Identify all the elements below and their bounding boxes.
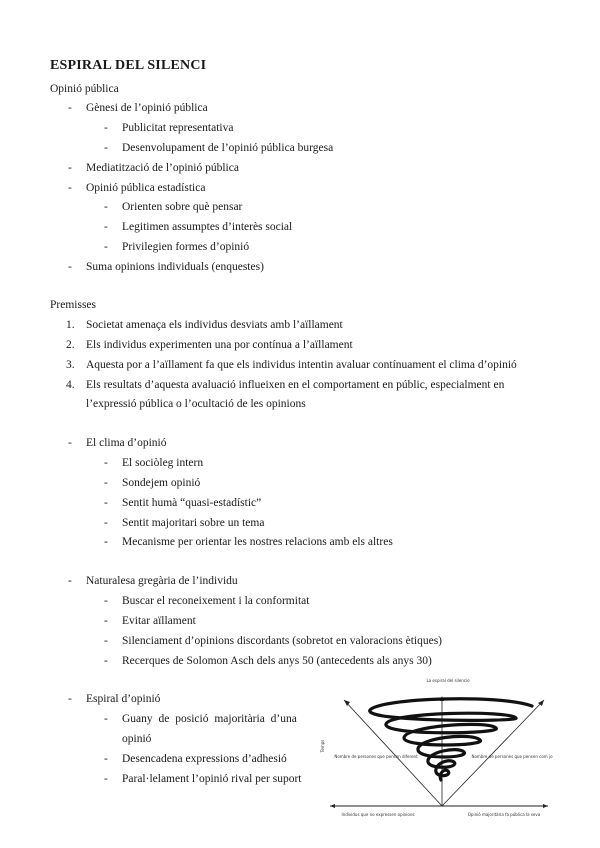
diagram-axis-label: Temps [320,739,325,753]
list-item: - Gènesi de l’opinió pública [68,102,208,114]
dash-bullet: - [104,201,108,213]
spiral-curve [370,699,532,780]
numbered-item: 1. Societat amenaça els individus desviats amb l’aïllament [66,319,343,331]
list-item: - Recerques de Solomon Asch dels anys 50 (antecedents als anys 30) [104,655,432,667]
dash-bullet: - [104,655,108,667]
list-item: - Guany de posició majoritària d’una [104,713,297,725]
list-item: - Mediatització de l’opinió pública [68,162,239,174]
dash-bullet: - [68,575,72,587]
list-item: - Sondejem opinió [104,477,201,489]
dash-bullet: - [104,713,108,725]
section-heading-premisses: Premisses [50,299,96,311]
numbered-item-continuation: l’expressió pública o l’ocultació de les opinions [86,398,306,410]
list-item: - Paral·lelament l’opinió rival per suport [104,773,302,785]
list-item: - Sentit majoritari sobre un tema [104,517,265,529]
list-item: - Suma opinions individuals (enquestes) [68,261,264,273]
list-item: - Evitar aïllament [104,615,196,627]
dash-bullet: - [104,477,108,489]
dash-bullet: - [68,162,72,174]
list-item: - Espiral d’opinió [68,693,161,705]
diagram-bottom-left-label: Individus que no expressen opinions [341,812,415,817]
list-item: - El sociòleg intern [104,457,204,469]
list-item: - Sentit humà “quasi-estadístic” [104,497,262,509]
diagram-title: La espiral del silencio [426,678,470,683]
arrow-head-baseline-left [330,804,335,808]
list-item: - Silenciament d’opinions discordants (sobretot en valoracions ètiques) [104,635,443,647]
dash-bullet: - [68,182,72,194]
list-item: - Orienten sobre què pensar [104,201,243,213]
dash-bullet: - [104,142,108,154]
dash-bullet: - [68,693,72,705]
dash-bullet: - [104,122,108,134]
list-item: - Opinió pública estadística [68,182,206,194]
list-item: - Mecanisme per orientar les nostres relacions amb els altres [104,536,393,548]
dash-bullet: - [104,241,108,253]
diagram-left-label: Nombre de persones que pensen diferent [334,754,418,759]
dash-bullet: - [104,517,108,529]
dash-bullet: - [104,615,108,627]
list-item: - Buscar el reconeixement i la conformitat [104,595,310,607]
dash-bullet: - [104,753,108,765]
list-item: - Publicitat representativa [104,122,234,134]
dash-bullet: - [104,221,108,233]
dash-bullet: - [104,497,108,509]
list-item-continuation: opinió [122,733,152,745]
list-item: - El clima d’opinió [68,437,167,449]
dash-bullet: - [104,457,108,469]
diagram-right-label: Nombre de persones que pensen com jo [471,754,553,759]
dash-bullet: - [104,635,108,647]
list-item: - Desencadena expressions d’adhesió [104,753,287,765]
diagram-right-diagonal [442,700,544,806]
list-item: - Desenvolupament de l’opinió pública burgesa [104,142,334,154]
dash-bullet: - [104,536,108,548]
list-item: - Legitimen assumptes d’interès social [104,221,293,233]
dash-bullet: - [68,102,72,114]
list-item: - Naturalesa gregària de l’individu [68,575,238,587]
arrow-head-baseline-right [543,804,548,808]
numbered-item: 4. Els resultats d’aquesta avaluació influeixen en el comportament en públic, especialment en [66,379,505,391]
list-item: - Privilegien formes d’opinió [104,241,250,253]
diagram-bottom-right-label: Opinió majoritària fa pública la seva [467,812,541,817]
dash-bullet: - [104,595,108,607]
numbered-item: 2. Els individus experimenten una por contínua a l’aïllament [66,339,353,351]
dash-bullet: - [68,437,72,449]
spiral-of-silence-diagram [320,676,556,826]
dash-bullet: - [68,261,72,273]
page-title: ESPIRAL DEL SILENCI [50,58,207,73]
section-heading-opinio-publica: Opinió pública [50,83,119,95]
numbered-item: 3. Aquesta por a l’aïllament fa que els individus intentin avaluar contínuament el clima d’opinió [66,359,517,371]
dash-bullet: - [104,773,108,785]
